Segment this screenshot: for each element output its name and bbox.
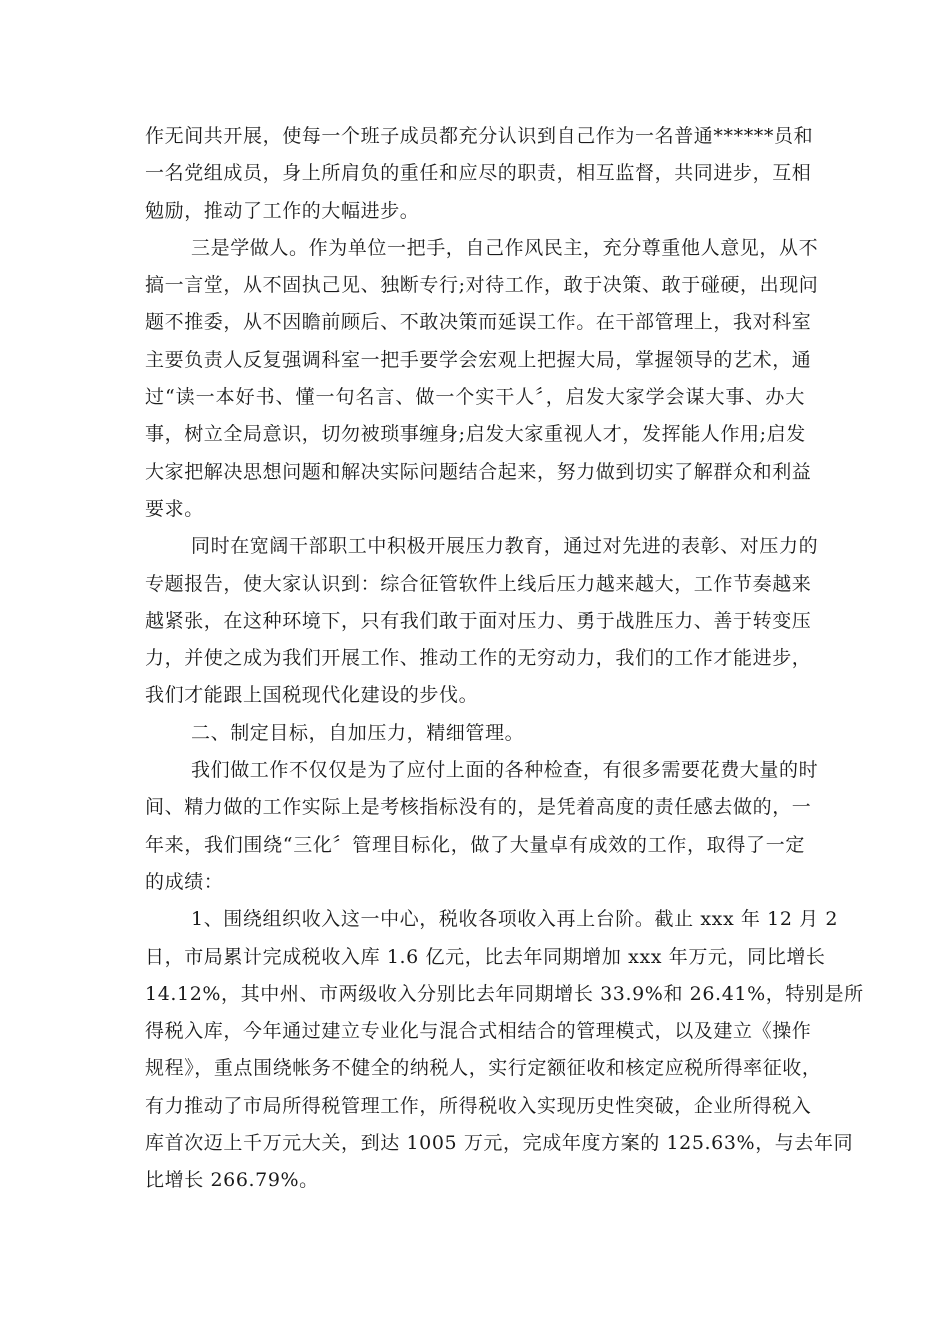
text-line: 规程》，重点围绕帐务不健全的纳税人，实行定额征收和核定应税所得率征收， [145, 1057, 822, 1080]
text-line: 比增长 266.79%。 [145, 1169, 319, 1192]
text-line: 搞一言堂，从不固执己见、独断专行;对待工作，敢于决策、敢于碰硬，出现问 [145, 274, 819, 297]
text-line: 事，树立全局意识，切勿被琐事缠身;启发大家重视人才，发挥能人作用;启发 [145, 423, 806, 446]
text-line: 我们才能跟上国税现代化建设的步伐。 [145, 684, 479, 707]
document-body [145, 118, 864, 1200]
text-line: 14.12%，其中州、市两级收入分别比去年同期增长 33.9%和 26.41%，特别是所 [145, 982, 864, 1005]
paragraph-start-line: 同时在宽阔干部职工中积极开展压力教育，通过对先进的表彰、对压力的 [191, 535, 819, 558]
text-line: 越紧张，在这种环境下，只有我们敢于面对压力、勇于战胜压力、善于转变压 [145, 609, 812, 632]
text-line: 题不推委，从不因瞻前顾后、不敢决策而延误工作。在干部管理上，我对科室 [145, 311, 812, 334]
text-line: 间、精力做的工作实际上是考核指标没有的，是凭着高度的责任感去做的，一 [145, 796, 812, 819]
text-line: 专题报告，使大家认识到：综合征管软件上线后压力越来越大，工作节奏越来 [145, 572, 812, 595]
text-line: 力，并使之成为我们开展工作、推动工作的无穷动力，我们的工作才能进步， [145, 647, 812, 670]
text-line: 主要负责人反复强调科室一把手要学会宏观上把握大局，掌握领导的艺术，通 [145, 348, 812, 371]
text-line: 要求。 [145, 497, 204, 520]
text-line: 年来，我们围绕“三化〞管理目标化，做了大量卓有成效的工作，取得了一定 [145, 833, 805, 856]
text-line: 得税入库，今年通过建立专业化与混合式相结合的管理模式，以及建立《操作 [145, 1020, 812, 1043]
text-line: 勉励，推动了工作的大幅进步。 [145, 199, 420, 222]
text-line: 库首次迈上千万元大关，到达 1005 万元，完成年度方案的 125.63%，与去年同 [145, 1132, 854, 1155]
text-line: 过“读一本好书、懂一句名言、做一个实干人〞，启发大家学会谋大事、办大 [145, 386, 805, 409]
paragraph-start-line: 三是学做人。作为单位一把手，自己作风民主，充分尊重他人意见，从不 [191, 236, 819, 259]
text-line: 有力推动了市局所得税管理工作，所得税收入实现历史性突破，企业所得税入 [145, 1094, 812, 1117]
text-line: 一名党组成员，身上所肩负的重任和应尽的职责，相互监督，共同进步，互相 [145, 162, 812, 185]
text-line: 日，市局累计完成税收入库 1.6 亿元，比去年同期增加 xxx 年万元，同比增长 [145, 945, 826, 968]
section-heading: 二、制定目标，自加压力，精细管理。 [191, 721, 525, 744]
text-line: 的成绩： [145, 870, 224, 893]
paragraph-start-line: 1、围绕组织收入这一中心，税收各项收入再上台阶。截止 xxx 年 12 月 2 [191, 908, 839, 931]
text-line: 作无间共开展，使每一个班子成员都充分认识到自己作为一名普通******员和 [145, 125, 814, 147]
paragraph-start-line: 我们做工作不仅仅是为了应付上面的各种检查，有很多需要花费大量的时 [191, 759, 819, 782]
text-line: 大家把解决思想问题和解决实际问题结合起来，努力做到切实了解群众和利益 [145, 460, 812, 483]
